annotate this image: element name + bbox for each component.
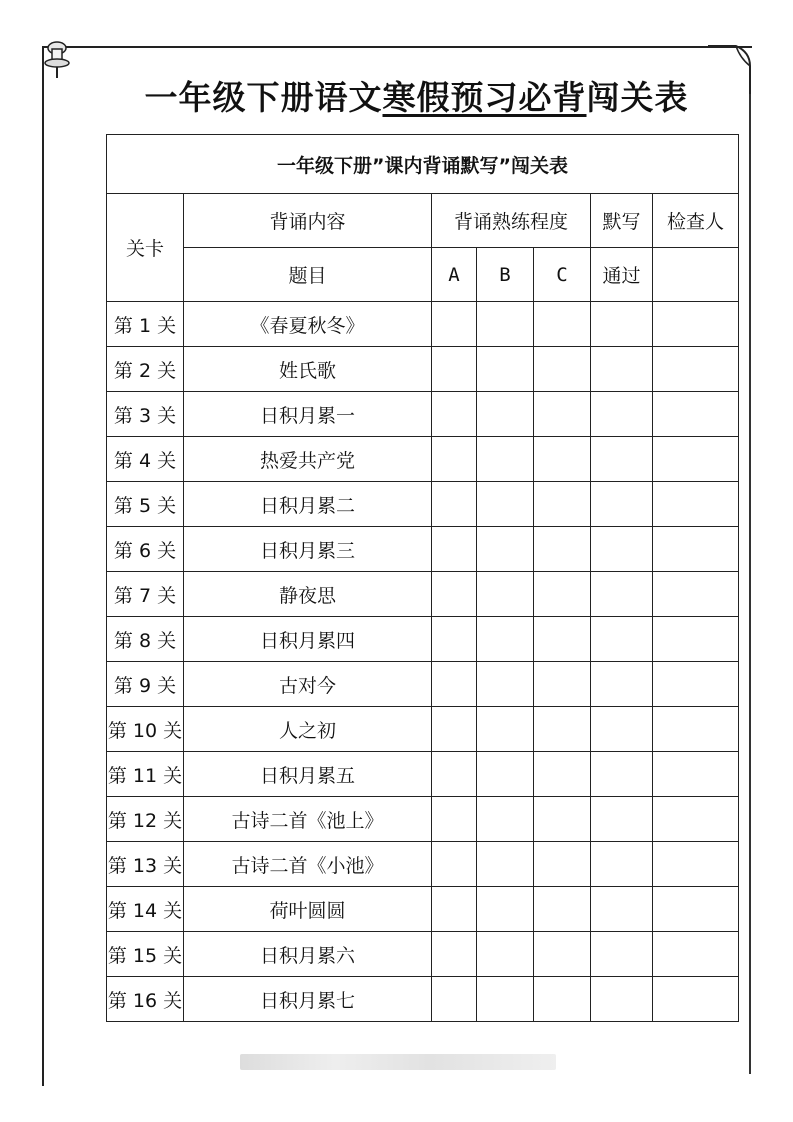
checklist-table: [106, 134, 739, 1022]
grade-b-check-cell[interactable]: [477, 482, 534, 527]
level-cell: 第 14 关: [107, 887, 184, 932]
dictation-check-cell[interactable]: [591, 977, 653, 1022]
dictation-check-cell[interactable]: [591, 662, 653, 707]
checker-check-cell[interactable]: [653, 752, 739, 797]
dictation-check-cell[interactable]: [591, 707, 653, 752]
grade-b-check-cell[interactable]: [477, 617, 534, 662]
dictation-check-cell[interactable]: [591, 842, 653, 887]
topic-cell: 荷叶圆圆: [184, 887, 432, 932]
grade-a-check-cell[interactable]: [432, 482, 477, 527]
table-row: [107, 887, 739, 932]
grade-a-check-cell[interactable]: [432, 392, 477, 437]
level-cell: 第 15 关: [107, 932, 184, 977]
grade-b-check-cell[interactable]: [477, 797, 534, 842]
grade-a-check-cell[interactable]: [432, 617, 477, 662]
topic-cell: 日积月累四: [184, 617, 432, 662]
table-row: [107, 302, 739, 347]
grade-a-check-cell[interactable]: [432, 887, 477, 932]
header-content: 背诵内容: [184, 194, 432, 248]
header-dictation-pass: 通过: [591, 248, 653, 302]
table-row: [107, 347, 739, 392]
page-title: [0, 72, 793, 119]
table-row: [107, 752, 739, 797]
level-cell: 第 16 关: [107, 977, 184, 1022]
grade-a-check-cell[interactable]: [432, 527, 477, 572]
table-row: [107, 932, 739, 977]
paper-right-edge: [749, 94, 751, 1074]
grade-b-check-cell[interactable]: [477, 347, 534, 392]
grade-a-check-cell[interactable]: [432, 302, 477, 347]
table-row: [107, 797, 739, 842]
grade-a-check-cell[interactable]: [432, 707, 477, 752]
level-cell: 第 4 关: [107, 437, 184, 482]
level-cell: 第 13 关: [107, 842, 184, 887]
checker-check-cell[interactable]: [653, 347, 739, 392]
level-cell: 第 2 关: [107, 347, 184, 392]
dictation-check-cell[interactable]: [591, 797, 653, 842]
grade-a-check-cell[interactable]: [432, 977, 477, 1022]
topic-cell: 静夜思: [184, 572, 432, 617]
grade-a-check-cell[interactable]: [432, 662, 477, 707]
level-cell: 第 10 关: [107, 707, 184, 752]
topic-cell: 热爱共产党: [184, 437, 432, 482]
checker-check-cell[interactable]: [653, 572, 739, 617]
grade-a-check-cell[interactable]: [432, 437, 477, 482]
dictation-check-cell[interactable]: [591, 482, 653, 527]
topic-cell: 古诗二首《池上》: [184, 797, 432, 842]
header-grade-c: C: [534, 248, 591, 302]
title-part-1: 一年级下册语文: [144, 78, 383, 117]
grade-b-check-cell[interactable]: [477, 977, 534, 1022]
topic-cell: 古诗二首《小池》: [184, 842, 432, 887]
topic-cell: 日积月累五: [184, 752, 432, 797]
grade-a-check-cell[interactable]: [432, 932, 477, 977]
header-grade-b: B: [477, 248, 534, 302]
grade-c-check-cell[interactable]: [534, 662, 591, 707]
header-dictation: 默写: [591, 194, 653, 248]
title-underlined-part: 寒假预习必背: [382, 78, 587, 117]
grade-c-check-cell[interactable]: [534, 437, 591, 482]
grade-c-check-cell[interactable]: [534, 752, 591, 797]
header-level: 关卡: [107, 194, 184, 302]
level-cell: 第 11 关: [107, 752, 184, 797]
level-cell: 第 7 关: [107, 572, 184, 617]
table-row: [107, 707, 739, 752]
dictation-check-cell[interactable]: [591, 437, 653, 482]
level-cell: 第 9 关: [107, 662, 184, 707]
checker-check-cell[interactable]: [653, 707, 739, 752]
grade-b-check-cell[interactable]: [477, 662, 534, 707]
dictation-check-cell[interactable]: [591, 302, 653, 347]
checker-check-cell[interactable]: [653, 662, 739, 707]
topic-cell: 古对今: [184, 662, 432, 707]
topic-cell: 姓氏歌: [184, 347, 432, 392]
grade-a-check-cell[interactable]: [432, 797, 477, 842]
grade-b-check-cell[interactable]: [477, 842, 534, 887]
dictation-check-cell[interactable]: [591, 392, 653, 437]
checker-check-cell[interactable]: [653, 797, 739, 842]
dictation-check-cell[interactable]: [591, 617, 653, 662]
table-row: [107, 437, 739, 482]
topic-cell: 人之初: [184, 707, 432, 752]
grade-c-check-cell[interactable]: [534, 977, 591, 1022]
table-row: [107, 482, 739, 527]
checker-check-cell[interactable]: [653, 437, 739, 482]
header-checker-blank: [653, 248, 739, 302]
grade-c-check-cell[interactable]: [534, 617, 591, 662]
table-row: [107, 572, 739, 617]
topic-cell: 日积月累三: [184, 527, 432, 572]
checker-check-cell[interactable]: [653, 977, 739, 1022]
level-cell: 第 5 关: [107, 482, 184, 527]
grade-b-check-cell[interactable]: [477, 392, 534, 437]
dictation-check-cell[interactable]: [591, 887, 653, 932]
checker-check-cell[interactable]: [653, 617, 739, 662]
checker-check-cell[interactable]: [653, 932, 739, 977]
checker-check-cell[interactable]: [653, 392, 739, 437]
header-proficiency: 背诵熟练程度: [432, 194, 591, 248]
level-cell: 第 3 关: [107, 392, 184, 437]
grade-c-check-cell[interactable]: [534, 527, 591, 572]
table-row: [107, 977, 739, 1022]
grade-c-check-cell[interactable]: [534, 302, 591, 347]
topic-cell: 日积月累一: [184, 392, 432, 437]
grade-b-check-cell[interactable]: [477, 302, 534, 347]
grade-b-check-cell[interactable]: [477, 752, 534, 797]
grade-c-check-cell[interactable]: [534, 572, 591, 617]
topic-cell: 《春夏秋冬》: [184, 302, 432, 347]
grade-a-check-cell[interactable]: [432, 572, 477, 617]
header-grade-a: A: [432, 248, 477, 302]
grade-b-check-cell[interactable]: [477, 527, 534, 572]
grade-b-check-cell[interactable]: [477, 572, 534, 617]
level-cell: 第 12 关: [107, 797, 184, 842]
topic-cell: 日积月累二: [184, 482, 432, 527]
dictation-check-cell[interactable]: [591, 527, 653, 572]
checker-check-cell[interactable]: [653, 302, 739, 347]
grade-c-check-cell[interactable]: [534, 482, 591, 527]
header-checker: 检查人: [653, 194, 739, 248]
checker-check-cell[interactable]: [653, 887, 739, 932]
table-row: [107, 617, 739, 662]
table-row: [107, 662, 739, 707]
grade-a-check-cell[interactable]: [432, 842, 477, 887]
grade-a-check-cell[interactable]: [432, 347, 477, 392]
level-cell: 第 6 关: [107, 527, 184, 572]
level-cell: 第 1 关: [107, 302, 184, 347]
grade-c-check-cell[interactable]: [534, 932, 591, 977]
checker-check-cell[interactable]: [653, 527, 739, 572]
topic-cell: 日积月累六: [184, 932, 432, 977]
topic-cell: 日积月累七: [184, 977, 432, 1022]
table-row: [107, 842, 739, 887]
title-part-3: 闯关表: [586, 78, 689, 117]
grade-b-check-cell[interactable]: [477, 437, 534, 482]
grade-c-check-cell[interactable]: [534, 707, 591, 752]
checker-check-cell[interactable]: [653, 482, 739, 527]
dictation-check-cell[interactable]: [591, 932, 653, 977]
checker-check-cell[interactable]: [653, 842, 739, 887]
dictation-check-cell[interactable]: [591, 752, 653, 797]
table-row: [107, 392, 739, 437]
dictation-check-cell[interactable]: [591, 347, 653, 392]
header-topic: 题目: [184, 248, 432, 302]
grade-c-check-cell[interactable]: [534, 392, 591, 437]
grade-c-check-cell[interactable]: [534, 797, 591, 842]
dictation-check-cell[interactable]: [591, 572, 653, 617]
level-cell: 第 8 关: [107, 617, 184, 662]
grade-b-check-cell[interactable]: [477, 887, 534, 932]
grade-a-check-cell[interactable]: [432, 752, 477, 797]
grade-c-check-cell[interactable]: [534, 347, 591, 392]
grade-c-check-cell[interactable]: [534, 842, 591, 887]
grade-b-check-cell[interactable]: [477, 932, 534, 977]
table-row: [107, 527, 739, 572]
table-caption: 一年级下册”课内背诵默写”闯关表: [107, 135, 739, 194]
watermark-bar: [240, 1054, 556, 1070]
grade-c-check-cell[interactable]: [534, 887, 591, 932]
grade-b-check-cell[interactable]: [477, 707, 534, 752]
